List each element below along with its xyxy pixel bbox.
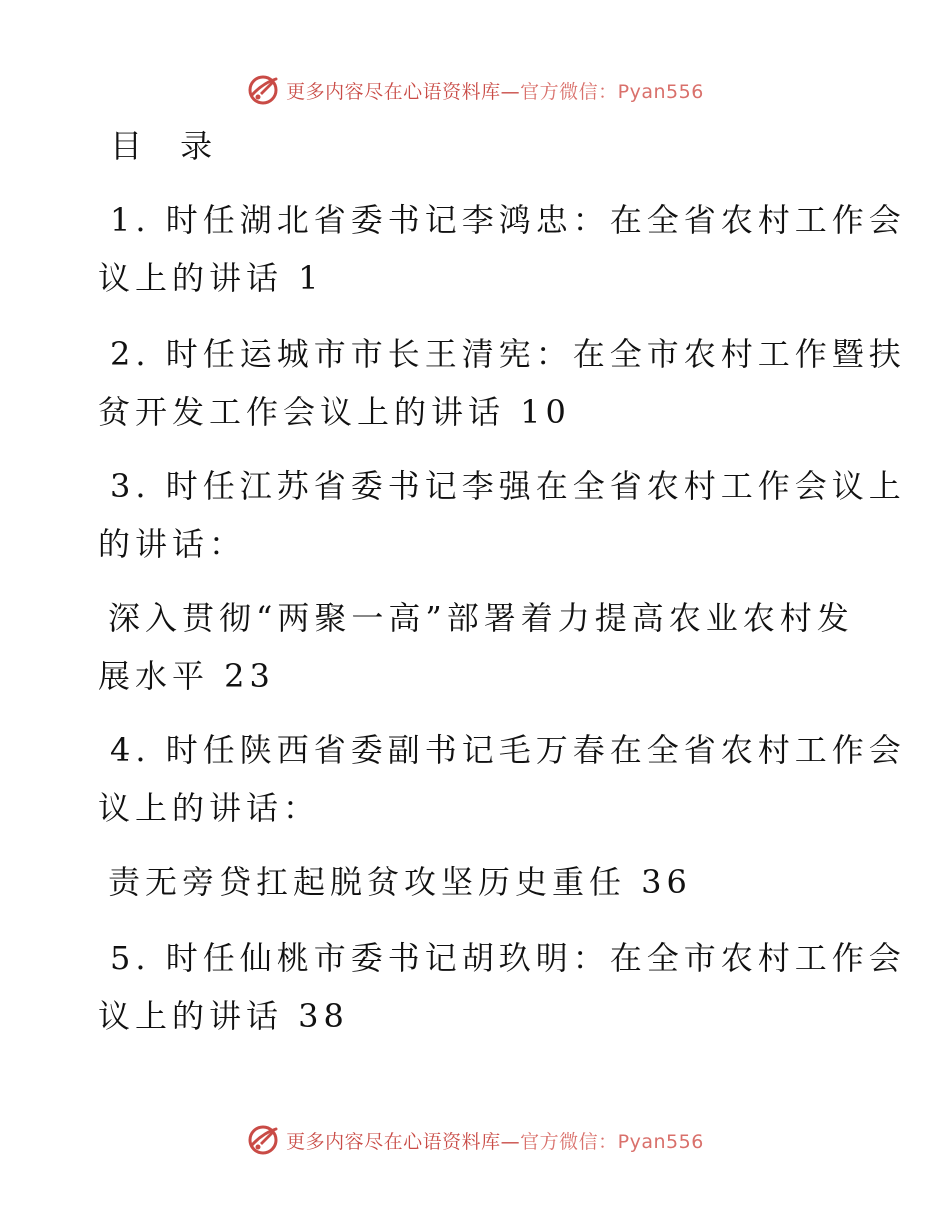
toc-entry-1-line-1: 1. 时任湖北省委书记李鸿忠：在全省农村工作会: [110, 201, 906, 239]
toc-entry-3-line-4: 展水平 23: [98, 657, 275, 695]
toc-entry-3-line-3: 深入贯彻“两聚一高”部署着力提高农业农村发: [108, 599, 854, 637]
header-watermark: [0, 70, 950, 110]
toc-entry-2-line-2: 贫开发工作会议上的讲话 10: [98, 393, 571, 431]
toc-entry-4-line-2: 议上的讲话：: [98, 789, 321, 827]
toc-entry-5-line-2: 议上的讲话 38: [98, 997, 349, 1035]
toc-entry-5-line-1: 5. 时任仙桃市委书记胡玖明：在全市农村工作会: [110, 939, 906, 977]
pen-logo-icon: [246, 1123, 280, 1157]
watermark-brand-text: 更多内容尽在心语资料库: [286, 80, 501, 103]
toc-entry-1-line-2: 议上的讲话 1: [98, 259, 324, 297]
toc-entry-3-line-1: 3. 时任江苏省委书记李强在全省农村工作会议上: [110, 467, 906, 505]
watermark-separator: —: [500, 80, 521, 103]
watermark-contact-text: 官方微信：Pyan556: [520, 1130, 704, 1153]
watermark-brand-text: 更多内容尽在心语资料库: [286, 1130, 501, 1153]
toc-entry-4-line-3: 责无旁贷扛起脱贫攻坚历史重任 36: [108, 863, 692, 901]
watermark-separator: —: [500, 1130, 521, 1153]
toc-entry-4-line-1: 4. 时任陕西省委副书记毛万春在全省农村工作会: [110, 731, 906, 769]
toc-title: 目 录: [110, 127, 227, 165]
toc-entry-2-line-1: 2. 时任运城市市长王清宪：在全市农村工作暨扶: [110, 335, 906, 373]
pen-logo-icon: [246, 73, 280, 107]
watermark-contact-text: 官方微信：Pyan556: [520, 80, 704, 103]
footer-watermark: [0, 1120, 950, 1160]
toc-entry-3-line-2: 的讲话：: [98, 525, 247, 563]
